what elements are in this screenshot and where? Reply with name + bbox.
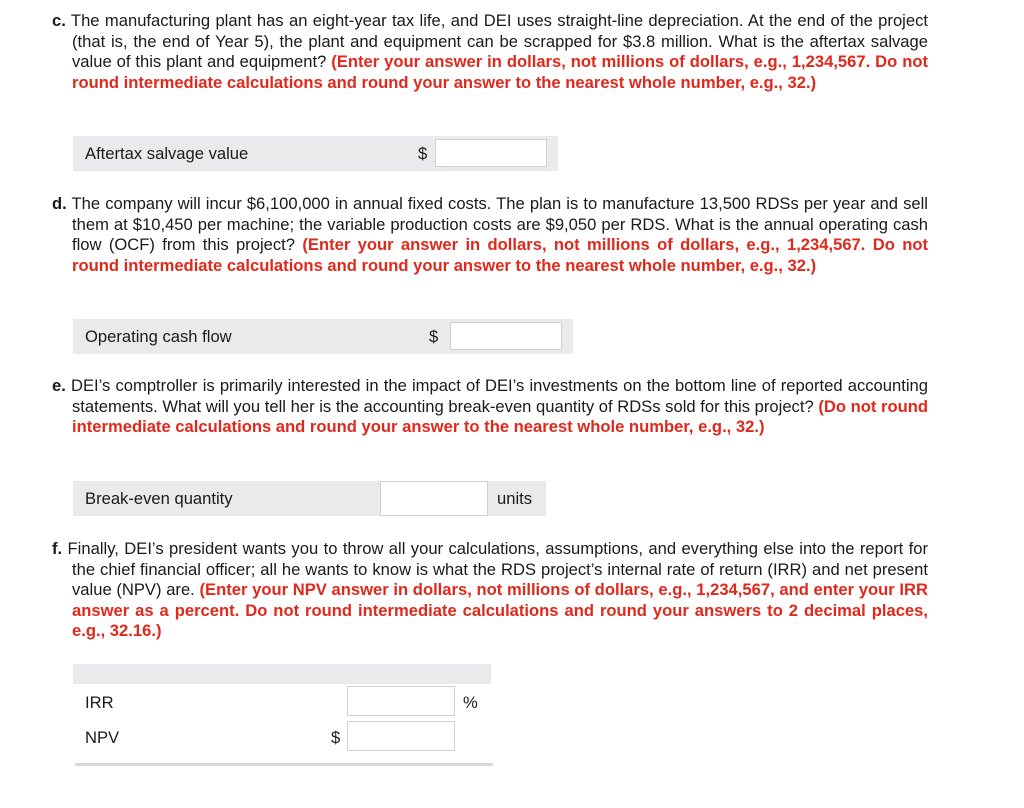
question-e (52, 376, 928, 438)
table-bottom-rule (75, 763, 493, 766)
question-d-instruction: (Enter your answer in dollars, not millions of dollars, e.g., 1,234,567. Do not round intermediate calculations and round your answer to the nearest whole number, e.g., 32.) (72, 235, 928, 275)
question-d (52, 194, 928, 276)
irr-npv-header-bar (73, 664, 491, 684)
ocf-answer-row (73, 319, 573, 354)
breakeven-unit: units (497, 489, 533, 508)
npv-label: NPV (85, 728, 120, 747)
question-e-letter: e. (52, 376, 66, 395)
question-d-letter: d. (52, 194, 67, 213)
ocf-dollar-sign: $ (429, 327, 439, 346)
irr-label: IRR (85, 693, 114, 712)
breakeven-unit-box (488, 481, 546, 516)
breakeven-input[interactable] (380, 481, 488, 516)
npv-dollar-sign: $ (331, 728, 341, 747)
question-f (52, 539, 928, 642)
question-c-text: The manufacturing plant has an eight-year tax life, and DEI uses straight-line depreciation. At the end of the project (that is, the end of Year 5), the plant and equipment can be scrapped for $3.8 million. What is the aftertax salvage value of this plant and equipment? (65, 11, 928, 72)
breakeven-label: Break-even quantity (85, 489, 233, 508)
question-c (52, 11, 928, 93)
salvage-input[interactable] (435, 139, 547, 167)
npv-input[interactable] (347, 721, 455, 751)
salvage-answer-row (73, 136, 558, 171)
question-c-letter: c. (52, 11, 66, 30)
breakeven-answer-row (73, 481, 380, 516)
salvage-dollar-sign: $ (418, 144, 428, 163)
question-c-instruction: (Enter your answer in dollars, not millions of dollars, e.g., 1,234,567. Do not round intermediate calculations and round your answer to the nearest whole number, e.g., 32.) (72, 52, 928, 92)
irr-percent-sign: % (463, 693, 478, 712)
question-d-text: The company will incur $6,100,000 in annual fixed costs. The plan is to manufacture 13,500 RDSs per year and sell them at $10,450 per machine; the variable production costs are $9,050 per RDS. What is the annual operating cash flow (OCF) from this project? (66, 194, 928, 255)
salvage-label: Aftertax salvage value (85, 144, 249, 163)
question-f-text: Finally, DEI’s president wants you to throw all your calculations, assumptions, and everything else into the report for the chief financial officer; all he wants to know is what the RDS project’s internal rate of return (IRR) and net present value (NPV) are. (62, 539, 928, 600)
ocf-label: Operating cash flow (85, 327, 232, 346)
question-f-letter: f. (52, 539, 63, 558)
irr-input[interactable] (347, 686, 455, 716)
question-e-text: DEI’s comptroller is primarily interested in the impact of DEI’s investments on the bottom line of reported accounting statements. What will you tell her is the accounting break-even quantity of RDSs sold for this project? (65, 376, 928, 416)
question-e-instruction: (Do not round intermediate calculations and round your answer to the nearest whole number, e.g., 32.) (72, 396, 928, 437)
ocf-input[interactable] (450, 322, 562, 350)
question-f-instruction: (Enter your NPV answer in dollars, not millions of dollars, e.g., 1,234,567, and enter your IRR answer as a percent. Do not round intermediate calculations and round your answers to 2 decimal places, e.g., 32.16.) (72, 580, 928, 641)
